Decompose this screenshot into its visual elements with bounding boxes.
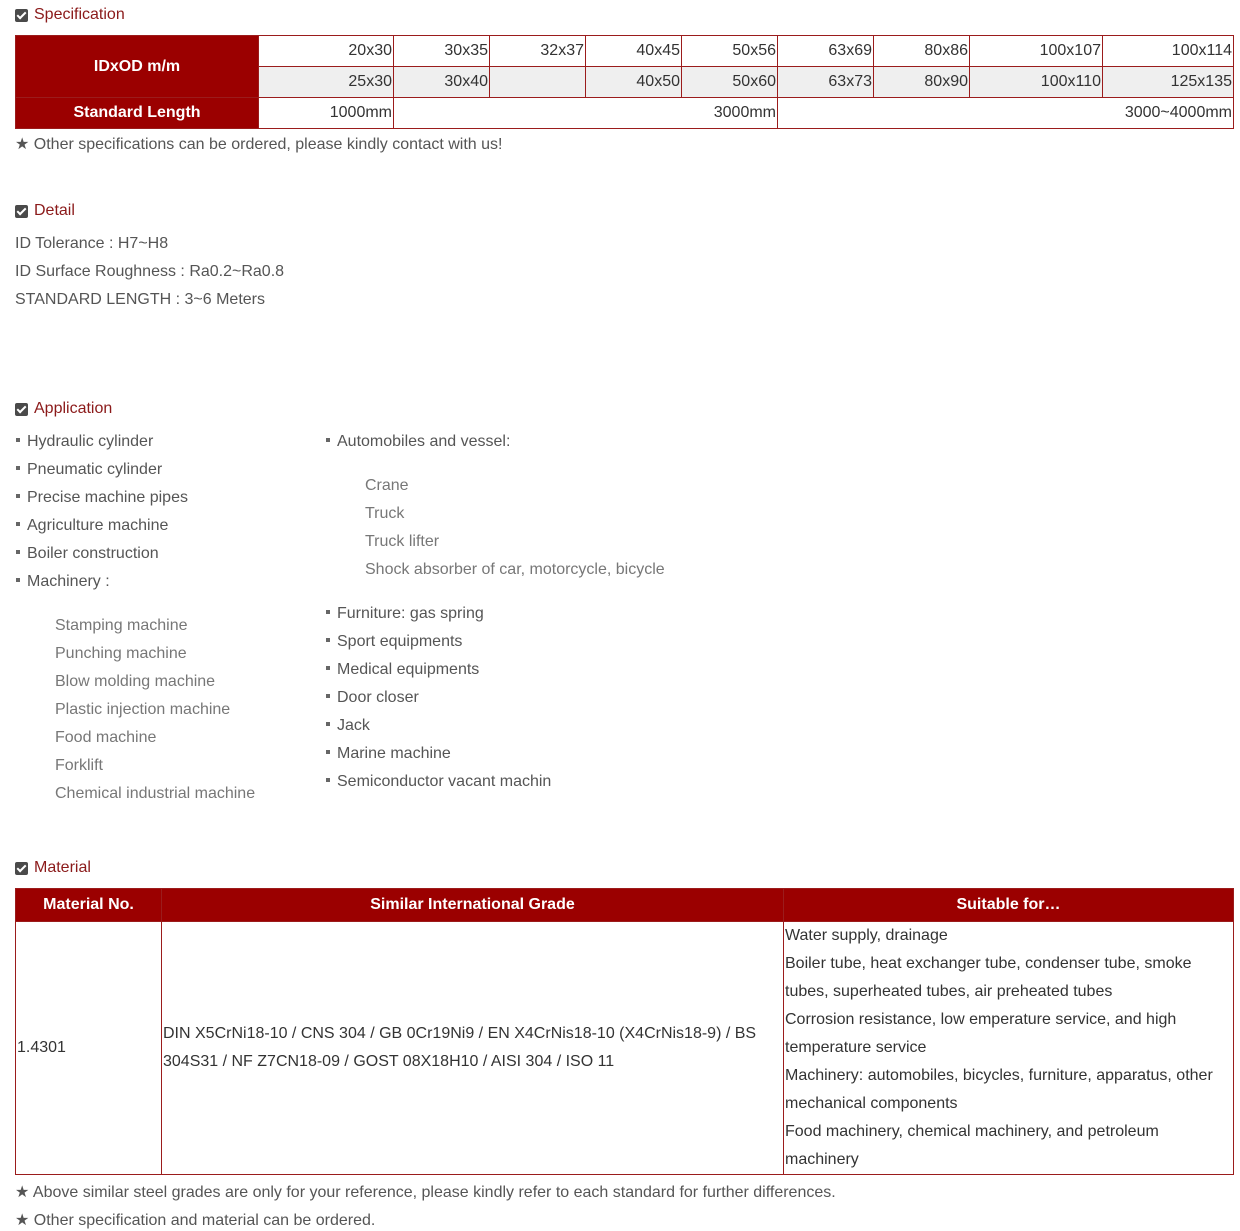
suitable-line: Food machinery, chemical machinery, and petroleum machinery: [785, 1123, 1159, 1168]
sub-item: Chemical industrial machine: [55, 785, 256, 802]
section-title-label: Specification: [34, 6, 125, 23]
grade-cell: DIN X5CrNi18-10 / CNS 304 / GB 0Cr19Ni9 / EN X4CrNis18-10 (X4CrNis18-9) / BS 304S31 / NF Z7CN18-09 / GOST 08X18H10 / AISI 304 / ISO 11: [162, 922, 784, 1175]
list-item: Medical equipments: [326, 656, 665, 684]
spec-cell: 30x40: [394, 67, 490, 98]
suitable-line: Corrosion resistance, low emperature service, and high temperature service: [785, 1011, 1177, 1056]
list-item: Pneumatic cylinder: [16, 456, 255, 484]
list-item: Boiler construction: [16, 540, 255, 568]
sub-item: Truck lifter: [365, 533, 440, 550]
list-item: Automobiles and vessel:: [326, 428, 665, 456]
header-idod: IDxOD m/m: [16, 36, 259, 98]
sub-item: Stamping machine: [55, 617, 188, 634]
spec-cell: 100x114: [1103, 36, 1234, 67]
section-title-detail: [15, 201, 75, 221]
table-row: [16, 922, 1234, 1175]
material-no-cell: 1.4301: [16, 922, 162, 1175]
spec-cell: 100x110: [970, 67, 1103, 98]
suitable-line: Boiler tube, heat exchanger tube, condenser tube, smoke tubes, superheated tubes, air preheated tubes: [785, 955, 1192, 1000]
section-title-application: [15, 399, 112, 419]
column-header: Material No.: [16, 889, 162, 922]
section-title-label: Material: [34, 859, 91, 876]
specification-table: [15, 35, 1234, 129]
spec-cell: 50x56: [682, 36, 778, 67]
checkbox-icon: [15, 403, 28, 416]
detail-line: ID Tolerance : H7~H8: [15, 235, 169, 252]
spec-cell: 40x50: [586, 67, 682, 98]
list-item: Agriculture machine: [16, 512, 255, 540]
sub-item: Truck: [365, 505, 405, 522]
material-note-1: ★ Above similar steel grades are only for your reference, please kindly refer to each standard for further differences.: [15, 1184, 836, 1201]
column-header: Similar International Grade: [162, 889, 784, 922]
detail-list: [15, 230, 284, 314]
spec-cell: 125x135: [1103, 67, 1234, 98]
list-item: Furniture: gas spring: [326, 600, 665, 628]
section-title-label: Detail: [34, 202, 75, 219]
list-item: Semiconductor vacant machin: [326, 768, 665, 796]
column-header: Suitable for…: [784, 889, 1234, 922]
length-cell: 3000~4000mm: [778, 98, 1234, 129]
length-cell: 3000mm: [394, 98, 778, 129]
sub-item: Plastic injection machine: [55, 701, 231, 718]
list-item: Machinery :: [16, 568, 255, 596]
checkbox-icon: [15, 862, 28, 875]
suitable-line: Water supply, drainage: [785, 927, 948, 944]
checkbox-icon: [15, 205, 28, 218]
section-title-material: [15, 858, 91, 878]
header-standard-length: Standard Length: [16, 98, 259, 129]
application-left-column: [16, 428, 255, 808]
section-title-label: Application: [34, 400, 113, 417]
spec-cell: [490, 67, 586, 98]
sub-item: Food machine: [55, 729, 157, 746]
spec-note: ★ Other specifications can be ordered, please kindly contact with us!: [15, 136, 503, 153]
sub-item: Blow molding machine: [55, 673, 216, 690]
length-cell: 1000mm: [259, 98, 394, 129]
detail-line: STANDARD LENGTH : 3~6 Meters: [15, 291, 265, 308]
spec-cell: 25x30: [259, 67, 394, 98]
checkbox-icon: [15, 9, 28, 22]
list-item: Sport equipments: [326, 628, 665, 656]
spec-cell: 63x69: [778, 36, 874, 67]
spec-cell: 50x60: [682, 67, 778, 98]
spec-cell: 80x90: [874, 67, 970, 98]
spec-cell: 40x45: [586, 36, 682, 67]
list-item: Hydraulic cylinder: [16, 428, 255, 456]
list-item: Marine machine: [326, 740, 665, 768]
material-note-2: ★ Other specification and material can be ordered.: [15, 1212, 376, 1229]
detail-line: ID Surface Roughness : Ra0.2~Ra0.8: [15, 263, 285, 280]
list-item: Door closer: [326, 684, 665, 712]
material-table: [15, 888, 1234, 1175]
spec-cell: 32x37: [490, 36, 586, 67]
section-title-specification: [15, 5, 125, 25]
sub-item: Punching machine: [55, 645, 187, 662]
spec-cell: 80x86: [874, 36, 970, 67]
spec-cell: 30x35: [394, 36, 490, 67]
spec-cell: 63x73: [778, 67, 874, 98]
sub-item: Shock absorber of car, motorcycle, bicycle: [365, 561, 665, 578]
spec-cell: 100x107: [970, 36, 1103, 67]
spec-cell: 20x30: [259, 36, 394, 67]
list-item: Jack: [326, 712, 665, 740]
sub-item: Crane: [365, 477, 409, 494]
sub-item: Forklift: [55, 757, 103, 774]
application-right-column: [326, 428, 665, 796]
list-item: Precise machine pipes: [16, 484, 255, 512]
suitable-cell: [784, 922, 1234, 1175]
suitable-line: Machinery: automobiles, bicycles, furniture, apparatus, other mechanical components: [785, 1067, 1213, 1112]
